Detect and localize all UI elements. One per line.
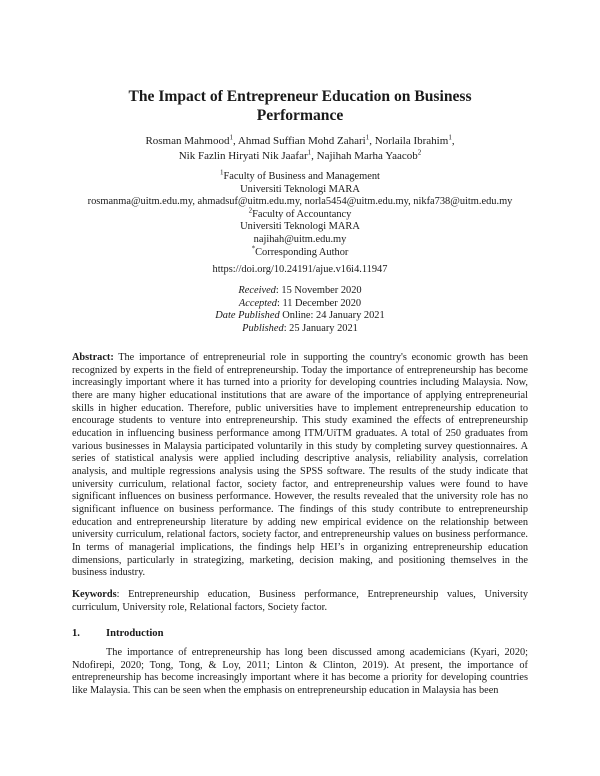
section-heading: [72, 628, 164, 639]
author-name: Nik Fazlin Hiryati Nik Jaafar: [178, 150, 308, 162]
paper-title: [100, 87, 500, 125]
author-name: Rosman Mahmood: [145, 135, 230, 147]
corresponding-author-note: *Corresponding Author: [251, 244, 349, 258]
author-line-2: Nik Fazlin Hiryati Nik Jaafar$^1$, Najihah Marha Yaacob$^2$: [178, 148, 422, 162]
published-date: Published: 25 January 2021: [242, 322, 358, 334]
author-line-1: Rosman Mahmood$^1$, Ahmad Suffian Mohd Zahari$^1$, Norlaila Ibrahim$^1$,: [145, 133, 455, 147]
publication-dates: [40, 285, 560, 335]
intro-paragraph: The importance of entrepreneurship has long been discussed among academicians (Kyari, 2020; Ndofirepi, 2020; Tong, Tong, & Loy, 2011; Linton & Clinton, 2019). At present, the importance of entrepreneurship has become increasingly important where it has become a priority for developing countries like Malaysia. This can be seen when the emphasis on entrepreneurship education in Malaysia has been: [72, 647, 528, 697]
author-name: Norlaila Ibrahim: [374, 135, 449, 147]
title-line-1: The Impact of Entrepreneur Education on Business: [128, 88, 472, 105]
author-name: Najihah Marha Yaacob: [316, 150, 418, 162]
author-name: Ahmad Suffian Mohd Zahari: [237, 135, 366, 147]
affiliation-2-dept: $^2$Faculty of Accountancy: [248, 206, 352, 220]
affiliation-2-email: najihah@uitm.edu.my: [253, 233, 347, 245]
author-affil-sup: 1: [365, 133, 370, 142]
affiliation-1-univ: Universiti Teknologi MARA: [240, 183, 360, 195]
section-title: Introduction: [106, 628, 164, 639]
abstract-text: The importance of entrepreneurial role in supporting the country's economic growth has been recognized by experts in the field of entrepreneurship. Today the importance of entrepreneurship has become increasingly important where it has turned into a priority for developing countries including Malaysia. Now, there are many higher educational institutions that are aware of the importance of applying entrepreneurial skills in higher education. Therefore, public universities have to implement entrepreneurship education to encourage students to venture into entrepreneurship. This study examined the effects of entrepreneurship education in influencing business performance among ITM/UiTM graduates. A total of 250 graduates from various businesses in Malaysia participated voluntarily in this study by completing survey questionnaires. A series of statistical analysis were applied including descriptive analysis, reliability analysis, correlation analysis, and multiple regressions analysis using the SPSS software. The results of the study indicate that university curriculum, relational factor, society factor, and entrepreneurship values were found to have significant influences on business performance. However, the results revealed that the university role has no significant influence on business performance. The findings of this study contribute to entrepreneurship education and entrepreneurship literature by adding new empirical evidence on the relationship between university curriculum, relational factors, society factor, and entrepreneurship values on business performance. In terms of managerial implications, the findings help HEI’s in organizing entrepreneurship education dimensions, particularly in strategizing, marketing, decision making, and positioning themselves in the business industry.: [72, 352, 528, 579]
affiliations: [40, 168, 560, 259]
accepted-date: Accepted: 11 December 2020: [238, 297, 362, 309]
title-line-2: Performance: [256, 107, 344, 124]
keywords-text: : Entrepreneurship education, Business performance, Entrepreneurship values, University curriculum, University role, Relational factors, Society factor.: [72, 589, 528, 613]
keywords: [72, 589, 528, 614]
author-affil-sup: 1: [229, 133, 233, 142]
section-number: 1.: [72, 628, 80, 639]
received-date: Received: 15 November 2020: [238, 285, 362, 296]
abstract-label: Abstract:: [72, 352, 114, 363]
abstract: [72, 352, 528, 580]
affiliation-1-emails: rosmanma@uitm.edu.my, ahmadsuf@uitm.edu.my, norla5454@uitm.edu.my, nikfa738@uitm.edu.my: [87, 196, 513, 208]
author-affil-sup: 2: [417, 148, 422, 157]
affiliation-2-univ: Universiti Teknologi MARA: [240, 221, 360, 233]
author-affil-sup: 1: [448, 133, 452, 142]
author-list: [40, 134, 560, 164]
keywords-label: Keywords: [72, 589, 117, 600]
published-online-date: Date Published Online: 24 January 2021: [215, 310, 385, 322]
doi-link[interactable]: https://doi.org/10.24191/ajue.v16i4.11947: [212, 264, 388, 275]
affiliation-1-dept: $^1$Faculty of Business and Management: [220, 168, 380, 182]
author-affil-sup: 1: [307, 148, 312, 157]
